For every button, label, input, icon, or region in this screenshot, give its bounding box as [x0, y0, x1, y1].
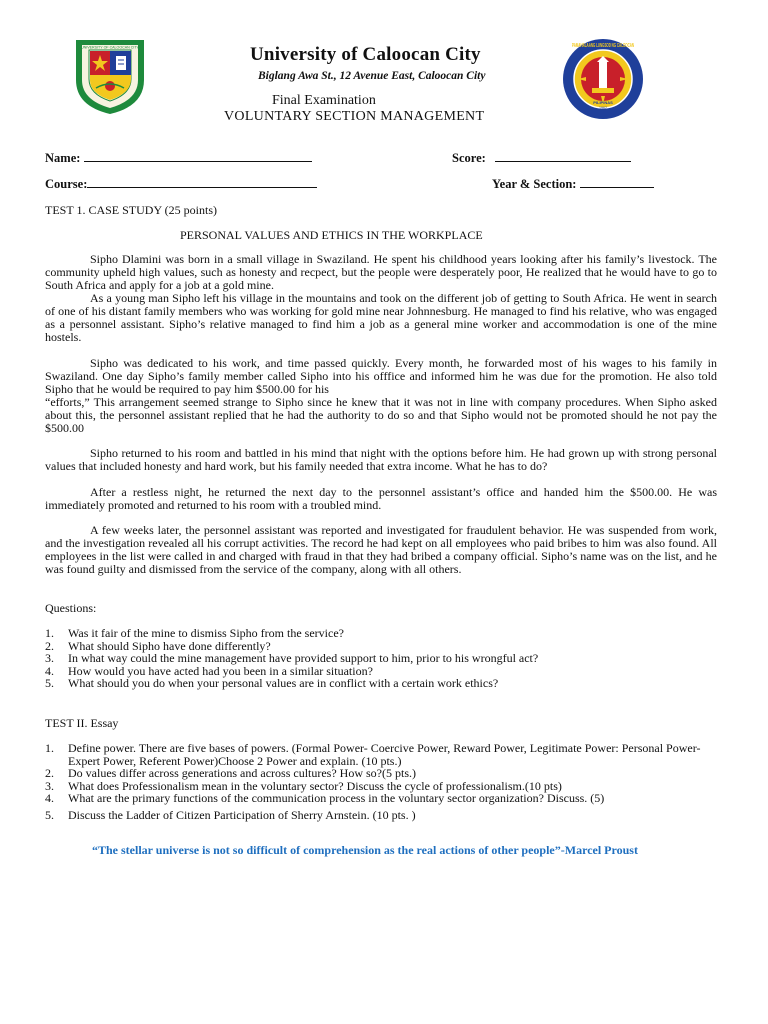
right-seal-year: 1962 — [599, 106, 607, 110]
essay-number: 3. — [45, 778, 54, 793]
exam-title: Final Examination — [272, 93, 376, 108]
essay-text: What does Professionalism mean in the voluntary sector? Discuss the cycle of professionalism.(10 pts) — [68, 778, 562, 793]
name-label: Name: — [45, 151, 81, 165]
paragraph-1: Sipho Dlamini was born in a small village in Swaziland. He spent his childhood years looking after his family’s livestock. The community upheld high values, such as honesty and recpect, but the people were desperately poor, He realized that he would have to go to South Africa and apply for a job at a gold mine. — [45, 252, 717, 292]
essay-text: Discuss the Ladder of Citizen Participation of Sherry Arnstein. (10 pts. ) — [68, 807, 416, 822]
question-text: In what way could the mine management have provided support to him, prior to his wrongful act? — [68, 651, 539, 665]
question-text: How would you have acted had you been in a similar situation? — [68, 663, 373, 678]
right-seal-text: PAMAHALAANG LUNGSOD NG CALOOCAN — [572, 43, 635, 49]
paragraph-2: As a young man Sipho left his village in the mountains and took on the different job of getting to South Africa. He went in search of one of his distant family members who was working for gold mine near Johnnesburg. He managed to find his relative, who was engaged as a personnel assistant. Sipho’s relative managed to find him a job as a general mine worker and accommodation is one of the mine hostels. — [45, 291, 717, 344]
list-item — [0, 677, 717, 690]
essay-number: 2. — [45, 766, 54, 780]
question-text: Was it fair of the mine to dismiss Sipho from the service? — [68, 626, 344, 640]
name-field[interactable] — [45, 150, 312, 166]
question-number: 4. — [45, 663, 54, 678]
essay-text: What are the primary functions of the communication process in the voluntary sector organization? Discuss. (5) — [68, 791, 605, 805]
essay-questions-list — [0, 742, 717, 821]
score-label: Score: — [452, 151, 486, 165]
closing-quote: “The stellar universe is not so difficult of comprehension as the real actions of other people”-Marcel Proust — [92, 843, 638, 857]
question-text: What should you do when your personal values are in conflict with a certain work ethics? — [68, 676, 499, 690]
essay-number: 4. — [45, 791, 54, 805]
course-field[interactable] — [45, 176, 317, 192]
case-questions-list — [45, 627, 717, 690]
question-number: 1. — [45, 626, 54, 640]
year-section-line[interactable] — [580, 176, 654, 188]
course-title: VOLUNTARY SECTION MANAGEMENT — [224, 109, 485, 124]
score-field[interactable] — [452, 150, 631, 166]
name-line[interactable] — [84, 150, 312, 162]
list-item — [0, 792, 717, 805]
question-number: 2. — [45, 638, 54, 653]
list-item — [0, 809, 717, 822]
university-address: Biglang Awa St., 12 Avenue East, Caloocan City — [258, 70, 486, 82]
paragraph-6: After a restless night, he returned the next day to the personnel assistant’s office and handed him the $500.00. He was immediately promoted and returned to his room with a troubled mind. — [45, 485, 717, 512]
questions-label: Questions: — [45, 601, 97, 615]
question-text: What should Sipho have done differently? — [68, 638, 271, 653]
course-label: Course: — [45, 177, 88, 191]
left-seal-text: UNIVERSITY OF CALOOCAN CITY — [81, 45, 139, 50]
list-item — [0, 742, 717, 767]
test1-heading: TEST 1. CASE STUDY (25 points) — [45, 203, 218, 217]
year-section-label: Year & Section: — [492, 177, 577, 191]
score-line[interactable] — [495, 150, 631, 162]
paragraph-4: “efforts,” This arrangement seemed strange to Sipho since he knew that it was not in line with company procedures. When Sipho asked about this, the personnel assistant replied that he had the authority to do so and that Sipho would not be promoted should he not pay the $500.00 — [45, 395, 717, 435]
essay-number: 1. — [45, 741, 54, 755]
question-number: 3. — [45, 651, 54, 665]
test2-heading: TEST II. Essay — [45, 716, 119, 730]
paragraph-3: Sipho was dedicated to his work, and time passed quickly. Every month, he forwarded most of his wages to his family in Swaziland. One day Sipho’s family member called Sipho into his offfice and informed him he was due for the promotion. He also told Sipho that he would be required to pay him $500.00 for his — [45, 356, 717, 396]
course-line[interactable] — [87, 176, 317, 188]
university-name: University of Caloocan City — [250, 44, 481, 65]
essay-text: Define power. There are five bases of powers. (Formal Power- Coercive Power, Reward Power, Legitimate Power: Personal Power- Expert Power, Referent Power)Choose 2 Power and explain. (10 pts.) — [68, 741, 701, 768]
year-section-field[interactable] — [492, 176, 654, 192]
case-study-title: PERSONAL VALUES AND ETHICS IN THE WORKPLACE — [180, 228, 483, 242]
essay-number: 5. — [45, 807, 54, 822]
city-seal-logo — [562, 38, 644, 120]
paragraph-5: Sipho returned to his room and battled in his mind that night with the options before him. He had grown up with strong personal values that included honesty and hard work, but his family needed that extra income. What he has to do? — [45, 446, 717, 473]
essay-text: Do values differ across generations and across cultures? How so?(5 pts.) — [68, 766, 417, 780]
question-number: 5. — [45, 676, 54, 690]
paragraph-7: A few weeks later, the personnel assistant was reported and investigated for fraudulent behavior. He was suspended from work, and the investigation revealed all his corrupt activities. The record he had kept on all employees who paid bribes to him was also found. All employees in the list were called in and charged with fraud in that they had bribed a company official. Sipho’s name was on the list, and he was found guilty and dismissed from the service of the company, along with all others. — [45, 523, 717, 576]
university-seal-logo — [66, 36, 154, 116]
right-seal-bottom: PILIPINAS — [593, 100, 613, 105]
